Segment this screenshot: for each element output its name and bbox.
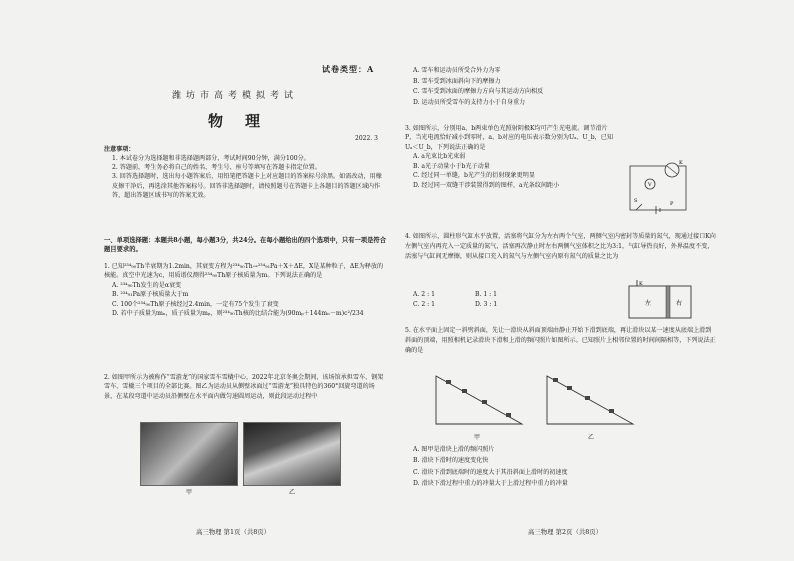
note-item: 1. 本试卷分为选择题和非选择题两部分，考试时间90分钟，满分100分。 bbox=[112, 155, 310, 163]
question-1 bbox=[104, 262, 386, 319]
q3-option-b: B. a光子动量小于b光子动量 bbox=[413, 162, 490, 170]
q3-option-d: D. 经过同一双缝干涉装置得到的图样，a光条纹间距小 bbox=[413, 181, 560, 189]
q1-option-d: D. 若中子质量为mₙ，质子质量为mₚ，则²³⁴₉₀Th核的比结合能为(90mₚ＋144mₙ－m)c²/234 bbox=[112, 310, 364, 318]
q4-option-c: C. 2 : 1 bbox=[413, 301, 436, 309]
q5-option-d: D. 滑块下滑过程中重力的冲量大于上滑过程中重力的冲量 bbox=[413, 479, 568, 487]
incline-figure-a bbox=[432, 372, 528, 430]
voltmeter-label: V bbox=[648, 182, 652, 188]
notes-title: 注意事项： bbox=[104, 146, 135, 153]
inlet-k-label: K bbox=[639, 281, 643, 287]
cylinder-diagram bbox=[625, 280, 697, 322]
q5-option-b: B. 滑块下滑时的速度变化快 bbox=[413, 457, 489, 465]
q2-option-d: D. 运动员所受雪车的支持力小于自身重力 bbox=[413, 98, 526, 106]
left-page-footer: 高三物理 第1页（共8页） bbox=[196, 528, 271, 536]
subject-title: 物理 bbox=[208, 112, 283, 130]
exam-date: 2022. 3 bbox=[355, 135, 378, 142]
photo-caption-b: 乙 bbox=[289, 489, 296, 496]
photoelectric-circuit-diagram bbox=[622, 158, 694, 220]
cathode-k-label: K bbox=[679, 160, 683, 166]
q1-option-c: C. 100个²³⁴₉₀Th原子核经过2.4min，一定有75个发生了衰变 bbox=[112, 300, 279, 308]
q3-option-a: A. a光束比b光束弱 bbox=[413, 153, 466, 161]
q2-option-c: C. 雪车受到冰面的摩擦力方向与其运动方向相反 bbox=[413, 88, 544, 96]
q5-stem: 5. 在水平面上固定一斜劈斜面，先让一滑块从斜面顶端由静止开始下滑到底端，再让滑块以某一速度从底端上滑到斜面的顶端，用照相机记录滑块下滑和上滑的频闪照片如图所示。已知照片上相邻位置的时间间隔相等，下列说法正确的是 bbox=[405, 327, 716, 354]
q1-option-a: A. ²³⁴₉₀Th发生的是α衰变 bbox=[112, 281, 182, 289]
q1-option-b: B. ²³⁴₉₁Pa原子核质量大于m bbox=[112, 291, 189, 299]
q3-option-c: C. 经过同一单缝，b光产生的衍射现象更明显 bbox=[413, 172, 535, 180]
q5-option-c: C. 滑块下滑到底端时的速度大于其沿斜面上滑时的初速度 bbox=[413, 468, 568, 476]
q4-option-b: B. 1 : 1 bbox=[474, 291, 498, 298]
q4-option-d: D. 3 : 1 bbox=[475, 301, 498, 309]
notes-block bbox=[104, 145, 386, 200]
incline-caption-b: 乙 bbox=[588, 434, 595, 441]
section-title: 一、单项选择题：本题共8小题，每小题3分，共24分。在每小题给出的四个选项中，只有一项是符合题目要求的。 bbox=[104, 237, 386, 254]
question-2: 2. 如图甲所示为被称作“雪游龙”的国家雪车雪橇中心，2022年北京冬奥会期间，该场馆承担雪车、钢架雪车、雪橇三个项目的全部比赛。图乙为运动员从侧壁冰面过“雪游龙”独具特色的360°回旋弯道的场景，在某段弯道中运动员沿侧壁在水平面内做匀速圆周运动，则此段运动过程中 bbox=[104, 374, 384, 400]
q4-option-a: A. 2 : 1 bbox=[413, 291, 435, 298]
note-item: 3. 回答选择题时，选出每小题答案后，用铅笔把答题卡上对应题目的答案标号涂黑。如需改动，用橡皮擦干净后，再选涂其他答案标号。回答非选择题时，请按照题号在答题卡上各题目的答题区域内作答，超出答题区域书写的答案无效。 bbox=[112, 173, 382, 199]
q2-options bbox=[405, 66, 715, 109]
right-chamber-label: 右 bbox=[676, 300, 683, 307]
photo-caption-a: 甲 bbox=[186, 489, 193, 496]
paper-type: 试卷类型：A bbox=[322, 64, 375, 74]
incline-figure-b bbox=[543, 372, 639, 430]
q5-options bbox=[405, 444, 717, 489]
left-chamber-label: 左 bbox=[645, 300, 652, 307]
q3-stem: 3. 如图所示，分别用a、b两束单色光照射阴极K均可产生光电流。调节滑片P，当光电流恰好减小到零时，a、b对应的电压表示数分别为Uₐ、U_b，已知Uₐ＜U_b，下列说法正确的是 bbox=[405, 125, 613, 151]
q5-option-a: A. 图甲是滑块上滑的频闪照片 bbox=[413, 446, 495, 453]
exam-title: 潍坊市高考模拟考试 bbox=[172, 91, 299, 101]
question-4 bbox=[405, 232, 717, 261]
q2-option-a: A. 雪车和运动员所受合外力为零 bbox=[413, 67, 501, 74]
question-5 bbox=[405, 326, 717, 355]
right-page-footer: 高三物理 第2页（共8页） bbox=[528, 528, 603, 536]
q4-stem: 4. 如图所示，圆柱形气缸水平放置，活塞将气缸分为左右两个气室，两侧气室内密封等质量的氮气，现通过接口K向左侧气室内再充入一定质量的氮气，活塞再次静止时左右两侧气室体积之比为3:1，气缸导热良好，外界温度不变，活塞与气缸间无摩擦，则从接口充入的氮气与左侧气室内原有氮气的质量之比为 bbox=[405, 233, 716, 260]
q2-option-b: B. 雪车受到冰面斜向下的摩擦力 bbox=[413, 77, 501, 85]
bobsled-curve-photo bbox=[243, 422, 341, 486]
q1-stem: 1. 已知²³⁴₉₀Th半衰期为1.2min，其衰变方程为²³⁴₉₀Th→²³⁴₉₁Pa＋X＋ΔE，X是某种粒子，ΔE为释放的核能。真空中光速为c，用质谱仪测得²³⁴₉₀Th原子核质量为m。下列说法正确的是 bbox=[104, 263, 384, 280]
bobsled-track-photo bbox=[140, 422, 238, 486]
q4-options bbox=[413, 290, 593, 311]
question-3 bbox=[405, 124, 617, 190]
incline-caption-a: 甲 bbox=[474, 434, 481, 441]
slider-p-label: P bbox=[670, 201, 674, 207]
note-item: 2. 答题前，考生务必将自己的姓名、考生号、座号等填写在答题卡指定位置。 bbox=[112, 164, 321, 172]
switch-s-label: S bbox=[634, 198, 638, 204]
